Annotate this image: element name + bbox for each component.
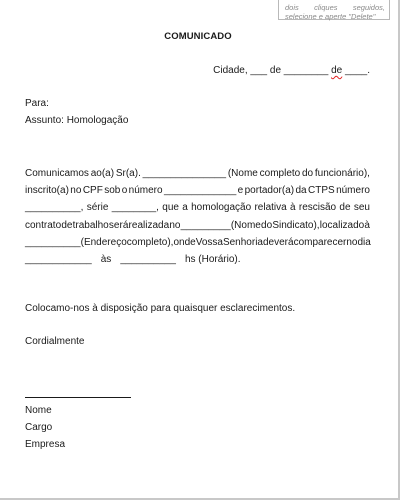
tooltip-line-2: selecione e aperte "Delete" xyxy=(285,12,376,21)
body-line xyxy=(25,217,370,234)
body-word: _________ xyxy=(180,219,231,231)
body-word: _______________ xyxy=(142,168,227,179)
body-word: deverá xyxy=(262,236,294,248)
body-word: de xyxy=(61,219,73,231)
body-word: de xyxy=(339,202,351,214)
body-word: comparecer xyxy=(293,236,347,248)
body-word: será xyxy=(108,219,129,231)
body-line xyxy=(25,199,370,216)
body-word: da xyxy=(295,185,307,197)
body-word: homologação xyxy=(191,202,252,214)
body-word: relativa xyxy=(254,202,287,214)
signature-company: Empresa xyxy=(25,439,66,450)
body-word: Comunicamos xyxy=(25,168,89,179)
body-word: o xyxy=(121,185,128,197)
body-word: completo), xyxy=(126,236,174,248)
body-word: do xyxy=(302,168,314,179)
body-word: Sr(a). xyxy=(115,168,141,179)
tooltip-word: dois xyxy=(285,3,299,12)
subject-line: Assunto: Homologação xyxy=(25,115,129,126)
tooltip-word: cliques xyxy=(314,3,338,12)
body-word: realizada xyxy=(128,219,170,231)
date-line xyxy=(213,65,370,76)
body-word: (Nome xyxy=(230,219,261,231)
body-word: trabalho xyxy=(72,219,109,231)
body-word: __________ xyxy=(25,236,81,248)
signature-line xyxy=(25,397,131,398)
body-line xyxy=(25,165,370,182)
body-word: do xyxy=(261,219,273,231)
body-word: (Endereço xyxy=(80,236,127,248)
body-word: portador(a) xyxy=(244,185,295,197)
body-word: __________, xyxy=(25,202,84,214)
body-word: sob xyxy=(104,185,121,197)
date-line-suffix: ____. xyxy=(342,65,370,76)
body-word: no xyxy=(70,185,82,197)
body-word: à xyxy=(364,219,370,231)
body-word: Sindicato), xyxy=(272,219,320,231)
body-word: e xyxy=(237,185,244,197)
document-title: COMUNICADO xyxy=(164,31,232,42)
body-word: CPF xyxy=(82,185,103,197)
body-word: dia xyxy=(357,236,371,248)
body-line xyxy=(25,182,370,199)
body-word: a xyxy=(182,202,188,214)
body-word: que xyxy=(162,202,179,214)
signature-name: Nome xyxy=(25,405,52,416)
regards: Cordialmente xyxy=(25,336,85,347)
body-word: número xyxy=(128,185,163,197)
body-word: Senhoria xyxy=(222,236,263,248)
body-line xyxy=(25,251,370,268)
body-word: _____________ xyxy=(163,185,237,197)
body-word: ________, xyxy=(111,202,159,214)
tooltip-word: seguidos, xyxy=(352,3,385,12)
body-word: ____________ xyxy=(25,254,92,266)
body-word: (Nome xyxy=(227,168,258,179)
body-word: inscrito(a) xyxy=(25,185,69,197)
date-line-flagged-word: de xyxy=(331,65,343,76)
body-word: no xyxy=(346,236,358,248)
body-word: rescisão xyxy=(298,202,337,214)
body-word: ao(a) xyxy=(90,168,115,179)
body-word: CTPS xyxy=(308,185,335,197)
date-line-prefix: Cidade, ___ de ________ xyxy=(213,65,332,76)
body-word: funcionário), xyxy=(314,168,370,179)
body-word: contrato xyxy=(25,219,62,231)
closing-sentence: Colocamo-nos à disposição para quaisquer esclarecimentos. xyxy=(25,303,296,314)
instruction-tooltip xyxy=(278,0,390,20)
recipient-label: Para: xyxy=(25,98,49,109)
body-word: às xyxy=(100,254,112,266)
body-word: seu xyxy=(353,202,370,214)
body-word: número xyxy=(336,185,370,197)
body-word: hs (Horário). xyxy=(184,254,241,266)
body-word: no xyxy=(169,219,181,231)
tooltip-line-1 xyxy=(285,0,385,12)
body-word: onde xyxy=(173,236,196,248)
letter-body xyxy=(25,165,370,268)
body-word: Vossa xyxy=(195,236,223,248)
body-word: localizado xyxy=(319,219,365,231)
body-word: série xyxy=(86,202,109,214)
body-word: __________ xyxy=(120,254,176,266)
signature-role: Cargo xyxy=(25,422,53,433)
body-line xyxy=(25,234,370,251)
body-word: à xyxy=(290,202,296,214)
body-word: completo xyxy=(259,168,301,179)
